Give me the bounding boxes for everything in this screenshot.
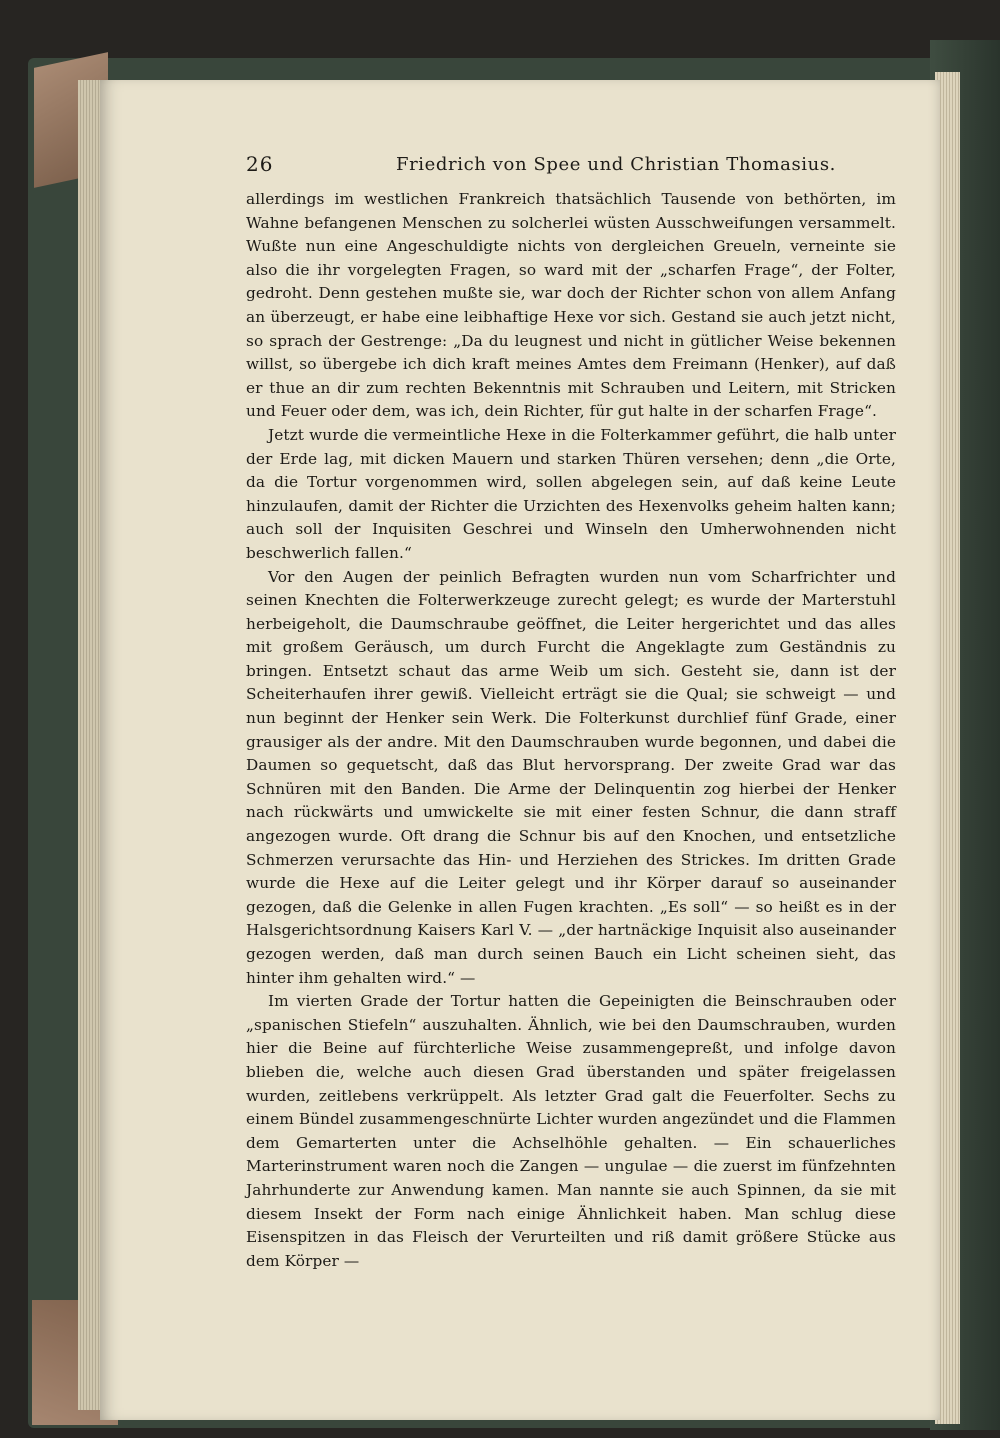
paragraph-4: Im vierten Grade der Tortur hatten die Gepeinigten die Beinschrauben oder „spanischen Stiefeln“ auszuhalten. Ähnlich, wie bei den Daumschrauben, wurden hier die Beine auf fürchterliche Weise zusammengepreßt, und infolge davon blieben die, welche auch diesen Grad überstanden und später freigelassen wurden, zeitlebens verkrüppelt. Als letzter Grad galt die Feuerfolter. Sechs zu einem Bündel zusammengeschnürte Lichter wurden angezündet und die Flammen dem Gemarterten unter die Achselhöhle gehalten. — Ein schauerliches Marterinstrument waren noch die Zangen — ungulae — die zuerst im fünfzehnten Jahrhunderte zur Anwendung kamen. Man nannte sie auch Spinnen, da sie mit diesem Insekt der Form nach einige Ähnlichkeit haben. Man schlug diese Eisenspitzen in das Fleisch der Verurteilten und riß damit größere Stücke aus dem Körper —: [246, 992, 896, 1270]
page-body: [246, 188, 896, 1273]
page-edges-left: [78, 80, 100, 1410]
paragraph-3: Vor den Augen der peinlich Befragten wurden nun vom Scharfrichter und seinen Knechten die Folterwerkzeuge zurecht gelegt; es wurde der Marterstuhl herbeigeholt, die Daumschraube geöffnet, die Leiter hergerichtet und das alles mit großem Geräusch, um durch Furcht die Angeklagte zum Geständnis zu bringen. Entsetzt schaut das arme Weib um sich. Gesteht sie, dann ist der Scheiterhaufen ihrer gewiß. Vielleicht erträgt sie die Qual; sie schweigt — und nun beginnt der Henker sein Werk. Die Folterkunst durchlief fünf Grade, einer grausiger als der andre. Mit den Daumschrauben wurde begonnen, und dabei die Daumen so gequetscht, daß das Blut hervorsprang. Der zweite Grad war das Schnüren mit den Banden. Die Arme der Delinquentin zog hierbei der Henker nach rückwärts und umwickelte sie mit einer festen Schnur, die dann straff angezogen wurde. Oft drang die Schnur bis auf den Knochen, und entsetzliche Schmerzen verursachte das Hin- und Herziehen des Strickes. Im dritten Grade wurde die Hexe auf die Leiter gelegt und ihr Körper darauf so auseinander gezogen, daß die Gelenke in allen Fugen krachten. „Es soll“ — so heißt es in der Halsgerichtsordnung Kaisers Karl V. — „der hartnäckige Inquisit also auseinander gezogen werden, daß man durch seinen Bauch ein Licht scheinen sieht, das hinter ihm gehalten wird.“ —: [246, 567, 896, 987]
running-title: Friedrich von Spee und Christian Thomasius.: [396, 154, 836, 175]
page-number: 26: [246, 152, 274, 176]
paragraph-1: allerdings im westlichen Frankreich thatsächlich Tausende von bethörten, im Wahne befangenen Menschen zu solcherlei wüsten Ausschweifungen versammelt. Wußte nun eine Angeschuldigte nichts von dergleichen Greueln, verneinte sie also die ihr vorgelegten Fragen, so ward mit der „scharfen Frage“, der Folter, gedroht. Denn gestehen mußte sie, war doch der Richter schon von allem Anfang an überzeugt, er habe eine leibhaftige Hexe vor sich. Gestand sie auch jetzt nicht, so sprach der Gestrenge: „Da du leugnest und nicht in gütlicher Weise bekennen willst, so übergebe ich dich kraft meines Amtes dem Freimann (Henker), auf daß er thue an dir zum rechten Bekenntnis mit Schrauben und Leitern, mit Stricken und Feuer oder dem, was ich, dein Richter, für gut halte in der scharfen Frage“.: [246, 190, 896, 421]
paragraph-2: Jetzt wurde die vermeintliche Hexe in die Folterkammer geführt, die halb unter der Erde lag, mit dicken Mauern und starken Thüren versehen; denn „die Orte, da die Tortur vorgenommen wird, sollen abgelegen sein, auf daß keine Leute hinzulaufen, damit der Richter die Urzichten des Hexenvolks geheim halten kann; auch soll der Inquisiten Geschrei und Winseln den Umherwohnenden nicht beschwerlich fallen.“: [246, 425, 896, 562]
running-head: [246, 152, 896, 180]
